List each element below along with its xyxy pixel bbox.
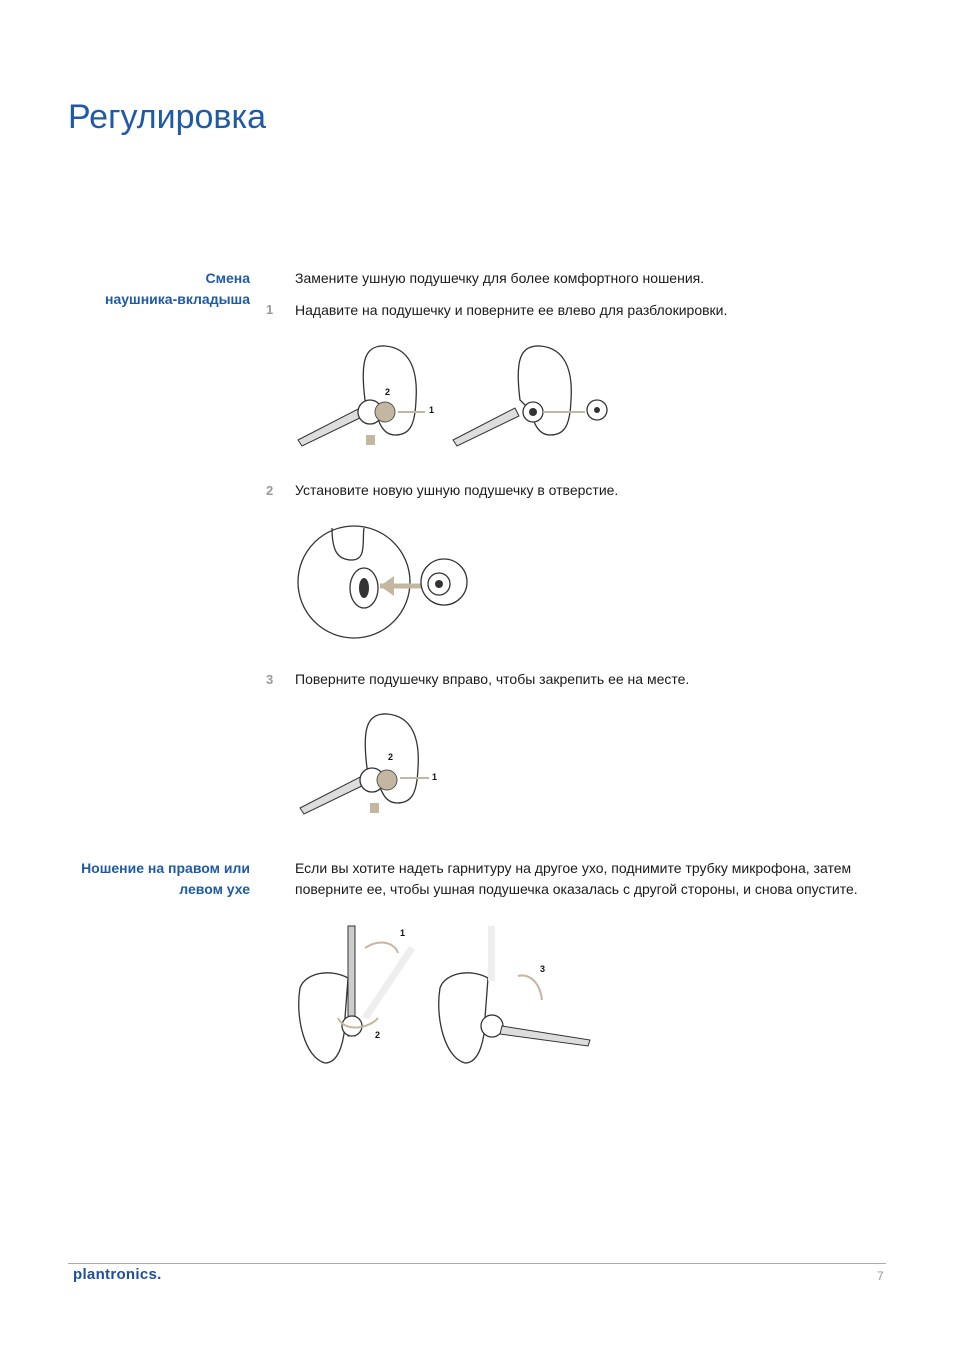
- step-text: Поверните подушечку вправо, чтобы закрепить ее на месте.: [295, 671, 690, 687]
- step-number: 2: [266, 483, 274, 498]
- headset-illustration: [298, 346, 434, 446]
- callout-1: 1: [429, 405, 435, 415]
- illustration-switch-ear: [290, 918, 600, 1068]
- text-line: Если вы хотите надеть гарнитуру на другое ухо, поднимите трубку микрофона, затем: [295, 860, 852, 876]
- page-title: Регулировка: [68, 98, 266, 136]
- callout-2: 2: [388, 752, 394, 762]
- heading-line: наушника-вкладыша: [105, 291, 250, 307]
- intro-text: Замените ушную подушечку для более комфортного ношения.: [295, 270, 705, 286]
- section-heading-wearing: [68, 858, 250, 900]
- callout-1: 1: [432, 772, 438, 782]
- step-number: 3: [266, 672, 274, 687]
- illustration-insert-eartip: [292, 520, 477, 645]
- headset-illustration: [299, 926, 412, 1063]
- section-heading-eartip: [68, 268, 250, 310]
- footer-divider: [68, 1263, 886, 1264]
- callout-1: 1: [400, 928, 406, 938]
- illustration-unlock-eartip: [290, 340, 620, 455]
- heading-line: левом ухе: [179, 881, 250, 897]
- page-number: 7: [877, 1269, 884, 1283]
- heading-line: Ношение на правом или: [81, 860, 250, 876]
- illustration-lock-eartip: [292, 708, 452, 818]
- step-number: 1: [266, 302, 274, 317]
- step-text: Надавите на подушечку и поверните ее влево для разблокировки.: [295, 302, 728, 318]
- plantronics-logo: plantronics.: [73, 1266, 162, 1283]
- callout-3: 3: [540, 964, 546, 974]
- callout-2: 2: [375, 1030, 381, 1040]
- text-line: поверните ее, чтобы ушная подушечка оказалась с другой стороны, и снова опустите.: [295, 881, 858, 897]
- step-text: Установите новую ушную подушечку в отверстие.: [295, 482, 619, 498]
- wearing-text: [295, 858, 858, 900]
- callout-2: 2: [385, 387, 391, 397]
- headset-illustration: [453, 346, 607, 446]
- heading-line: Смена: [205, 270, 250, 286]
- headset-illustration: [439, 926, 590, 1063]
